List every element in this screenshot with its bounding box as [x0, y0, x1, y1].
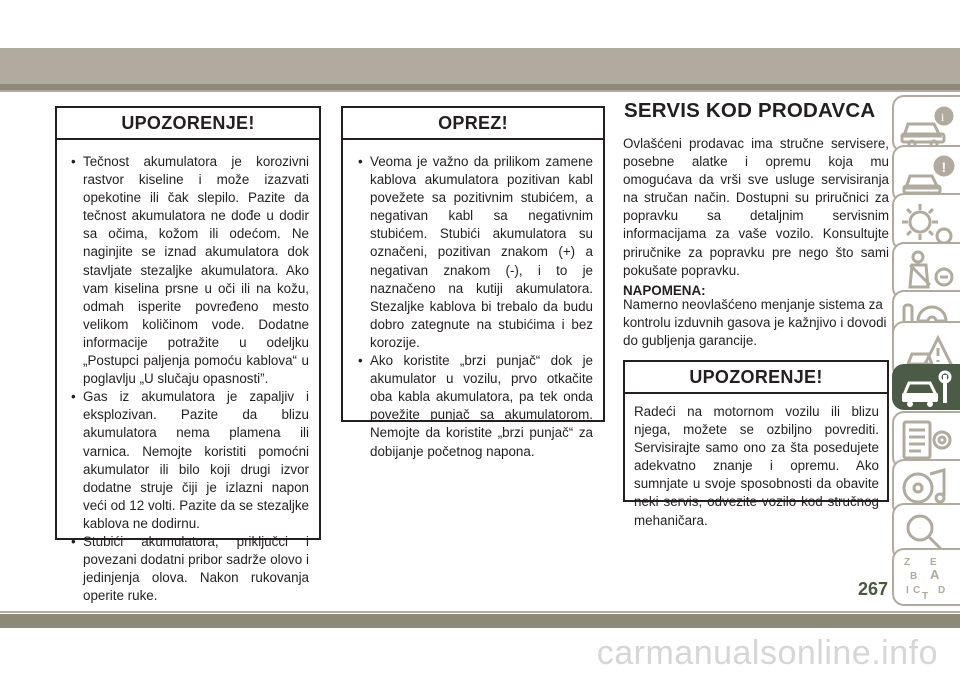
- bottom-band: [0, 614, 960, 628]
- note-title: NAPOMENA:: [623, 283, 706, 298]
- index-letter: C: [913, 585, 921, 596]
- warning-box-title: UPOZORENJE!: [625, 362, 887, 394]
- warning-text: Radeći na motornom vozilu ili blizu njega, možete se ozbiljno povrediti. Servisirajte samo ono za šta posedujete adekvatno znanje i opremu. Ako sumnjate u svoje sposobnosti da obavite neki servis, odvezite vozilo kod stručnog mehaničara.: [634, 404, 879, 528]
- top-band-stripe: [0, 84, 960, 90]
- sun-lights-icon: [898, 198, 958, 248]
- note-text: Namerno neovlašćeno menjanje sistema za kontrolu izduvnih gasova je kažnjivo i dovodi do gubljenja garancije.: [623, 297, 887, 349]
- index-letter: T: [922, 591, 929, 602]
- list-item: • Gas iz akumulatora je zapaljiv i eksplozivan. Pazite da blizu akumulatora nema plamena ili varnica. Nemojte koristiti pomoćni akumulator ili bilo koji drugi izvor dodatne struje čiji je izlazni napon veći od 12 volti. Pazite da se stezaljke kablova ne dodirnu.: [69, 388, 309, 533]
- index-abc-icon: [898, 553, 958, 603]
- index-letter: B: [910, 571, 918, 582]
- watermark: carmanualsonline.info: [596, 634, 938, 672]
- warning-box-service: [623, 360, 889, 528]
- warning-box-title: UPOZORENJE!: [57, 108, 319, 140]
- caution-list: [343, 140, 603, 461]
- section-heading: SERVIS KOD PRODAVCA: [624, 99, 876, 122]
- index-letter: E: [930, 557, 937, 568]
- car-info-icon: [898, 100, 958, 150]
- list-item: • Veoma je važno da prilikom zamene kablova akumulatora pozitivan kabl povežete sa pozitivnim stubićem, a negativan kabl sa negativnim stubićem. Stubići akumulatora su označeni, pozitivan znakom (+) a negativan znakom (-), i to je naznačeno na kutiji akumulatora. Stezaljke kablova bi trebalo da budu dobro zategnute na stubićima i bez korozije.: [356, 153, 593, 352]
- index-letter: I: [906, 585, 909, 596]
- index-letter: D: [938, 585, 946, 596]
- index-letter: Z: [904, 557, 911, 568]
- list-item: • Stubići akumulatora, priključci i povezani dodatni pribor sadrže olovo i jedinjenja olova. Nakon rukovanja operite ruke.: [69, 533, 309, 605]
- tab-index[interactable]: [892, 548, 960, 606]
- bottom-band-line: [0, 611, 960, 613]
- list-item: • Tečnost akumulatora je korozivni rastvor kiseline i može izazvati opekotine ili čak slepilo. Pazite da tečnost akumulatora ne dođe u dodir sa očima, kožom ili odećom. Ne naginjite se iznad akumulatora dok stavljate stezaljke akumulatora. Ako vam kiselina prsne u oči ili na kožu, odmah isperite povređeno mesto velikom količinom vode. Dodatne informacije potražite u odeljku „Postupci paljenja pomoću kablova“ u poglavlju „U slučaju opasnosti”.: [69, 153, 309, 388]
- index-letter: A: [930, 567, 940, 582]
- warning-list: [57, 140, 319, 605]
- page-number: 267: [858, 579, 889, 599]
- list-item: • Ako koristite „brzi punjač“ dok je akumulator u vozilu, prvo otkačite oba kabla akumulatora, pa tek onda povežite punjač sa akumulatorom. Nemojte da koristite „brzi punjač“ za dobijanje početnog napona.: [356, 352, 593, 461]
- tab-servicing[interactable]: [892, 364, 960, 410]
- caution-box-title: OPREZ!: [343, 108, 603, 140]
- svg-text:!: !: [941, 159, 947, 175]
- intro-paragraph: Ovlašćeni prodavac ima stručne servisere, posebne alatke i opremu koja mu omogućava da vrši sve usluge servisiranja na stručan način. Dostupni su priručnici za popravku sa detaljnim servisnim informacijama za vaše vozilo. Konsultujte priručnike za popravku pre nego što sami pokušate popravku.: [623, 136, 889, 278]
- car-service-icon: [898, 369, 958, 409]
- svg-text:i: i: [941, 110, 945, 124]
- caution-box: [341, 106, 605, 459]
- warning-box-battery: [55, 106, 321, 604]
